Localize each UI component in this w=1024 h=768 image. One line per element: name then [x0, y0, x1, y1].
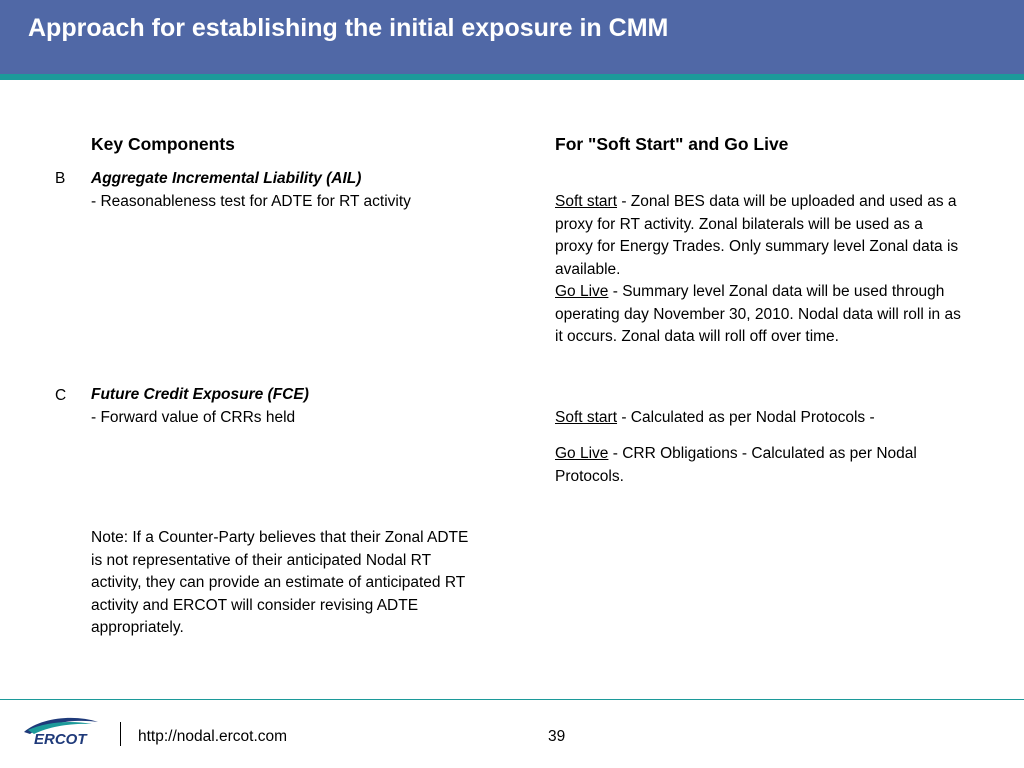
footer-divider [0, 699, 1024, 700]
soft-start-text: - Calculated as per Nodal Protocols - [617, 409, 875, 426]
left-column-heading: Key Components [91, 134, 235, 154]
component-title: Aggregate Incremental Liability (AIL) [91, 170, 362, 187]
right-column-heading: For "Soft Start" and Go Live [555, 134, 789, 154]
header-accent-stripe [0, 74, 1024, 80]
footer-url: http://nodal.ercot.com [138, 728, 288, 745]
page-number: 39 [548, 728, 566, 745]
go-live-paragraph [555, 281, 965, 349]
component-description: - Reasonableness test for ADTE for RT activity [91, 193, 411, 210]
go-live-text: - CRR Obligations - Calculated as per Nodal Protocols. [555, 445, 917, 485]
ercot-logo [18, 712, 102, 752]
soft-start-paragraph [555, 407, 965, 430]
slide-header [0, 0, 1024, 74]
go-live-label: Go Live [555, 445, 609, 462]
component-description: - Forward value of CRRs held [91, 409, 296, 426]
footer-separator [120, 722, 121, 746]
slide-title: Approach for establishing the initial exposure in CMM [28, 14, 669, 42]
go-live-paragraph [555, 443, 965, 488]
soft-start-label: Soft start [555, 193, 618, 210]
soft-start-label: Soft start [555, 409, 618, 426]
section-letter: C [55, 387, 67, 404]
component-title: Future Credit Exposure (FCE) [91, 386, 309, 403]
logo-text: ERCOT [34, 731, 87, 748]
note-paragraph: Note: If a Counter-Party believes that their Zonal ADTE is not representative of their anticipated Nodal RT activity, they can provide an estimate of anticipated RT activity and ERCOT will consider revising ADTE appropriately. [91, 529, 469, 636]
section-letter: B [55, 170, 66, 187]
soft-start-text: - Zonal BES data will be uploaded and used as a proxy for RT activity. Zonal bilaterals will be used as a proxy for Energy Trades. Only summary level Zonal data is available. [555, 193, 959, 278]
soft-start-paragraph [555, 191, 965, 281]
go-live-label: Go Live [555, 283, 609, 300]
go-live-text: - Summary level Zonal data will be used through operating day November 30, 2010. Nodal data will roll in as it occurs. Zonal data will roll off over time. [555, 283, 961, 345]
